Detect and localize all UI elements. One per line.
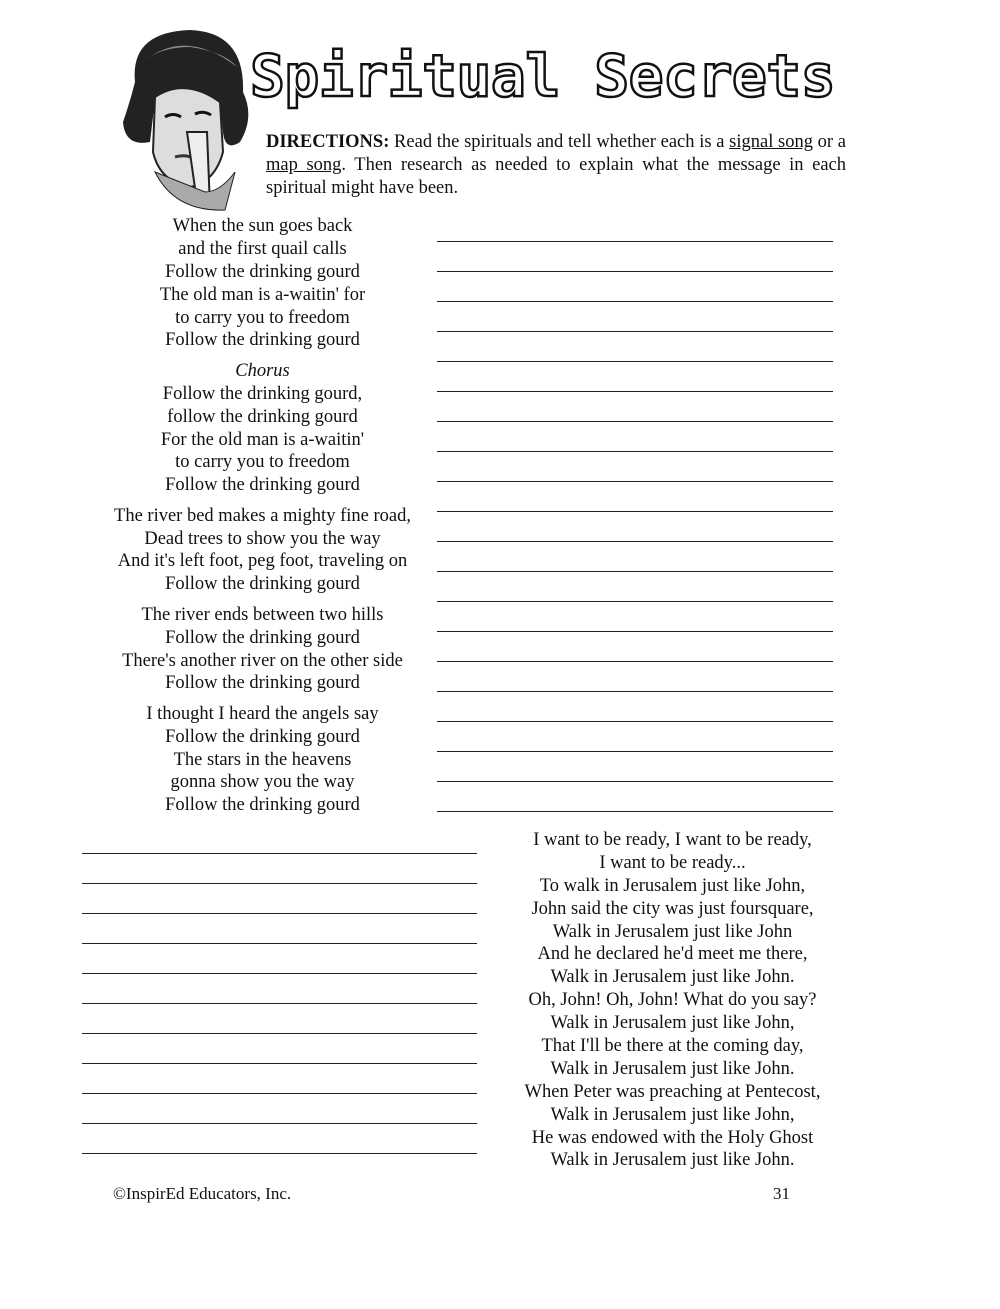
lyric-line: For the old man is a-waitin' [160,429,365,450]
stanza [85,215,440,352]
directions [266,131,846,200]
lyric-line: And it's left foot, peg foot, traveling on [117,551,408,572]
answer-line[interactable] [437,391,833,392]
answer-line[interactable] [437,541,833,542]
lyric-line: And he declared he'd meet me there, [537,944,808,965]
lyric-line: He was endowed with the Holy Ghost [531,1127,814,1148]
lyric-line: John said the city was just foursquare, [531,898,814,919]
lyric-line: Walk in Jerusalem just like John. [550,1058,795,1079]
lyric-line: Follow the drinking gourd [165,726,360,747]
answer-line[interactable] [437,691,833,692]
directions-text: Read the spirituals and tell whether each is a [389,132,730,152]
lyric-line: Follow the drinking gourd, [162,383,363,404]
answer-line[interactable] [437,661,833,662]
answer-line[interactable] [82,1123,477,1124]
answer-line[interactable] [437,451,833,452]
stanza [85,604,440,696]
chorus-label: Chorus [235,360,290,381]
lyric-line: Walk in Jerusalem just like John. [550,967,795,988]
answer-line[interactable] [82,973,477,974]
answer-line[interactable] [82,853,477,854]
lyric-line: Follow the drinking gourd [165,475,360,496]
lyric-line: The stars in the heavens [173,749,352,770]
lyric-line: Follow the drinking gourd [165,261,360,282]
lyric-line: Follow the drinking gourd [165,795,360,816]
lyric-line: Oh, John! Oh, John! What do you say? [528,990,817,1011]
lyric-line: There's another river on the other side [122,650,403,671]
answer-line[interactable] [82,1003,477,1004]
directions-label: DIRECTIONS: [266,132,390,152]
lyric-line: follow the drinking gourd [167,406,358,427]
lyric-line: and the first quail calls [178,238,347,259]
lyric-line: I want to be ready, I want to be ready, [533,830,812,850]
stanza [85,703,440,817]
copyright: ©InspirEd Educators, Inc. [113,1184,292,1203]
lyric-line: Follow the drinking gourd [165,574,360,595]
lyric-line: To walk in Jerusalem just like John, [539,875,806,896]
stanza [85,360,440,497]
lyric-line: Walk in Jerusalem just like John. [550,1150,795,1171]
lyric-line: Follow the drinking gourd [165,673,360,694]
answer-line[interactable] [437,721,833,722]
answer-line[interactable] [437,601,833,602]
map-song-term: map song [266,155,342,175]
directions-text: or a [812,132,847,152]
lyric-line: The river ends between two hills [141,604,384,625]
answer-line[interactable] [437,361,833,362]
lyric-line: That I'll be there at the coming day, [541,1036,804,1057]
page-title: Spiritual Secrets [250,42,836,110]
answer-line[interactable] [437,331,833,332]
answer-line[interactable] [82,1033,477,1034]
page-number: 31 [773,1184,790,1203]
lyric-line: Follow the drinking gourd [165,627,360,648]
answer-line[interactable] [82,943,477,944]
answer-line[interactable] [437,421,833,422]
answer-line[interactable] [82,913,477,914]
lyric-line: When Peter was preaching at Pentecost, [524,1081,821,1102]
answer-line[interactable] [437,781,833,782]
answer-line[interactable] [437,481,833,482]
lyric-line: Walk in Jerusalem just like John, [550,1013,795,1034]
drinking-gourd-lyrics [85,215,440,825]
answer-line[interactable] [437,811,833,812]
lyric-line: Walk in Jerusalem just like John [552,921,793,942]
answer-line[interactable] [437,631,833,632]
lyric-line: I want to be ready... [599,852,746,873]
answer-line[interactable] [437,271,833,272]
lyric-line: Follow the drinking gourd [165,330,360,351]
answer-line[interactable] [82,1153,477,1154]
answer-line[interactable] [437,571,833,572]
woman-shushing-illustration [115,22,260,212]
lyric-line: to carry you to freedom [175,452,350,473]
stanza [85,505,440,597]
answer-line[interactable] [82,1063,477,1064]
lyric-line: to carry you to freedom [175,307,350,328]
directions-text: . Then research as needed to explain what the message in each spiritual might have been. [266,155,846,198]
lyric-line: When the sun goes back [172,216,353,236]
lyric-line: gonna show you the way [170,772,355,793]
answer-line[interactable] [437,241,833,242]
lyric-line: Dead trees to show you the way [144,528,381,549]
answer-line[interactable] [437,301,833,302]
answer-line[interactable] [437,511,833,512]
lyric-line: The river bed makes a mighty fine road, [114,505,411,526]
lyric-line: I thought I heard the angels say [146,703,379,724]
lyric-line: Walk in Jerusalem just like John, [550,1104,795,1125]
jerusalem-lyrics [470,829,875,1172]
answer-line[interactable] [437,751,833,752]
answer-line[interactable] [82,1093,477,1094]
answer-line[interactable] [82,883,477,884]
signal-song-term: signal song [729,132,813,152]
lyric-line: The old man is a-waitin' for [159,284,366,305]
